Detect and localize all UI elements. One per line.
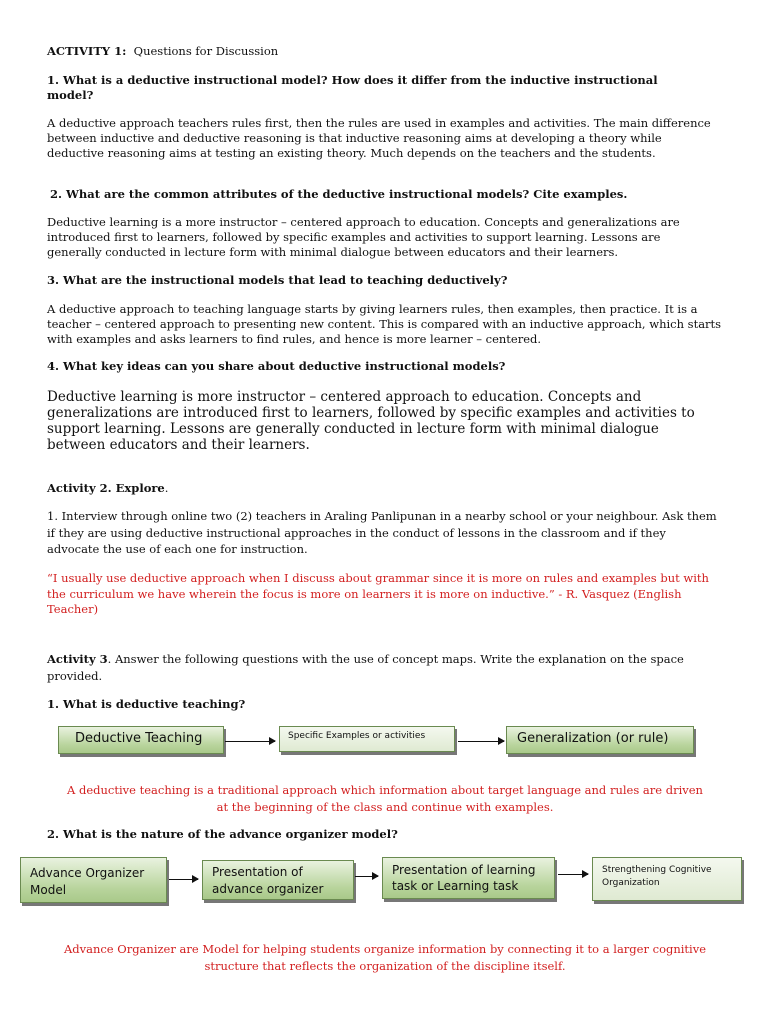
map2-arrow-1 <box>169 879 198 880</box>
activity1-title: Questions for Discussion <box>133 44 279 58</box>
question-2: 2. What are the common attributes of the deductive instructional models? Cite examples. <box>50 187 628 201</box>
map1-specific-examples: Specific Examples or activities <box>279 726 455 752</box>
activity3-answer-2: Advance Organizer are Model for helping students organize information by connecting it to a larger cognitive structure that reflects the organization of the discipline itself. <box>63 942 707 973</box>
activity2-item: 1. Interview through online two (2) teachers in Araling Panlipunan in a nearby school or your neighbour. Ask them if they are using deductive instructional approaches in the conduct of lessons in the classroom and if they advocate the use of each one for instruction. <box>47 509 717 556</box>
activity3-answer-1: A deductive teaching is a traditional approach which information about target language and rules are driven at the beginning of the class and continue with examples. <box>67 783 703 814</box>
map1-deductive-teaching: Deductive Teaching <box>58 726 224 754</box>
map2-arrow-2 <box>355 876 378 877</box>
activity1-label: ACTIVITY 1: <box>47 44 127 58</box>
map1-arrow-2 <box>458 741 504 742</box>
activity2-heading <box>47 481 447 496</box>
map2-advance-organizer-model: Advance Organizer Model <box>20 857 167 903</box>
activity1-header <box>47 44 747 59</box>
question-4: 4. What key ideas can you share about deductive instructional models? <box>47 359 506 373</box>
map2-presentation-of-advance-organizer: Presentation of advance organizer <box>202 860 354 900</box>
activity3-question-2: 2. What is the nature of the advance organizer model? <box>47 827 398 841</box>
answer-2: Deductive learning is a more instructor – centered approach to education. Concepts and generalizations are introduced first to learners, followed by specific examples and activities to support learning. Lessons are generally conducted in lecture form with minimal dialogue between educators and their learners. <box>47 215 680 259</box>
question-3: 3. What are the instructional models that lead to teaching deductively? <box>47 273 508 287</box>
activity2-title: Activity 2. Explore <box>47 481 165 495</box>
activity3-title: Activity 3 <box>47 652 108 666</box>
activity2-quote: “I usually use deductive approach when I discuss about grammar since it is more on rules and examples but with the curriculum we have wherein the focus is more on learners it is more on inductive.” - R. Vasquez (English Teacher) <box>47 571 709 616</box>
answer-3: A deductive approach to teaching language starts by giving learners rules, then examples, then practice. It is a teacher – centered approach to presenting new content. This is compared with an inductive approach, which starts with examples and asks learners to find rules, and hence is more learner – centered. <box>47 302 722 346</box>
map1-generalization: Generalization (or rule) <box>506 726 694 754</box>
map2-presentation-of-learning-task: Presentation of learning task or Learning task <box>382 857 555 899</box>
map2-arrow-3 <box>558 874 588 875</box>
activity3-intro <box>47 651 707 684</box>
answer-4: Deductive learning is more instructor – centered approach to education. Concepts and generalizations are introduced first to learners, followed by specific examples and activities to support learning. Lessons are generally conducted in lecture form with minimal dialogue between educators and their learners. <box>47 389 695 453</box>
question-1: 1. What is a deductive instructional model? How does it differ from the inductive instructional model? <box>47 73 658 102</box>
map2-strengthening-cognitive-organization: Strengthening Cognitive Organization <box>592 857 742 901</box>
activity3-instructions: . Answer the following questions with the use of concept maps. Write the explanation on the space provided. <box>47 652 684 683</box>
answer-1: A deductive approach teachers rules first, then the rules are used in examples and activities. The main difference between inductive and deductive reasoning is that inductive reasoning aims at developing a theory while deductive reasoning aims at testing an existing theory. Much depends on the teachers and the students. <box>47 116 711 160</box>
map1-arrow-1 <box>225 741 275 742</box>
activity3-question-1: 1. What is deductive teaching? <box>47 697 246 711</box>
activity2-dot: . <box>164 481 169 495</box>
